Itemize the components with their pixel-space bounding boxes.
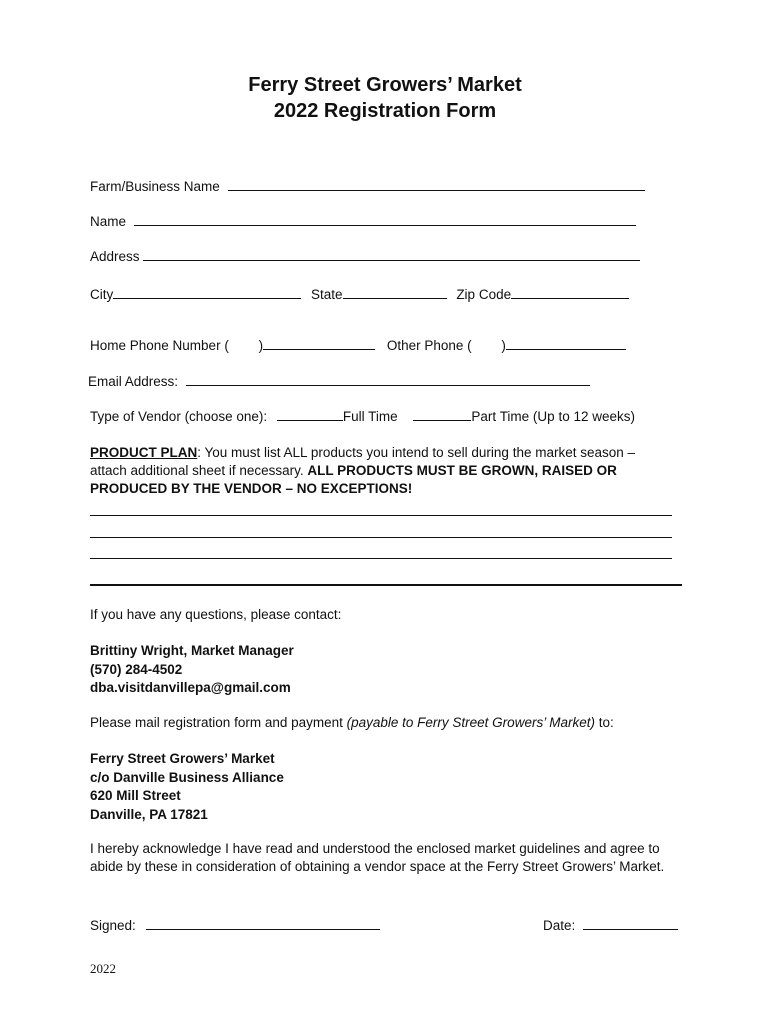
contact-email: dba.visitdanvillepa@gmail.com (90, 680, 291, 695)
home-phone-label: Home Phone Number ( (90, 338, 229, 353)
other-phone-field[interactable] (506, 337, 626, 350)
contact-name: Brittiny Wright, Market Manager (90, 643, 294, 658)
home-phone-paren: ) (258, 338, 264, 353)
name-row (90, 213, 636, 229)
section-divider (90, 584, 682, 586)
home-phone-field[interactable] (263, 337, 375, 350)
vendor-type-row (90, 408, 635, 424)
full-time-checkbox[interactable] (277, 408, 343, 421)
other-phone-paren: ) (501, 338, 506, 353)
mail-intro-prefix: Please mail registration form and payment (90, 715, 347, 730)
mail-intro-payable: (payable to Ferry Street Growers’ Market) (346, 715, 595, 730)
product-plan-line-3[interactable] (90, 558, 672, 559)
email-row (88, 373, 590, 389)
phone-row (90, 337, 626, 353)
vendor-type-label: Type of Vendor (choose one): (90, 409, 268, 424)
zip-code-field[interactable] (511, 286, 629, 299)
name-label: Name (90, 214, 127, 229)
form-subtitle: 2022 Registration Form (273, 100, 497, 122)
signed-label: Signed: (90, 918, 136, 933)
signature-row (90, 917, 380, 933)
mailing-address-line-2: c/o Danville Business Alliance (90, 769, 284, 785)
mailing-address-line-4: Danville, PA 17821 (90, 806, 208, 822)
email-field[interactable] (186, 373, 590, 386)
address-label: Address (90, 249, 140, 264)
date-label: Date: (543, 918, 576, 933)
form-title: Ferry Street Growers’ Market (248, 74, 522, 96)
product-plan-requirement: ALL PRODUCTS MUST BE GROWN, RAISED OR PRODUCED BY THE VENDOR – NO EXCEPTIONS! (90, 463, 617, 496)
zip-code-label: Zip Code (456, 287, 512, 302)
product-plan-text: : You must list ALL products you intend to sell during the market season – attach additional sheet if necessary. (90, 445, 636, 478)
product-plan-heading: PRODUCT PLAN (90, 445, 198, 460)
mail-intro-suffix: to: (594, 715, 614, 730)
date-row (543, 917, 678, 933)
footer-year: 2022 (90, 961, 116, 976)
part-time-checkbox[interactable] (413, 408, 471, 421)
contact-phone: (570) 284-4502 (90, 661, 183, 677)
farm-business-name-field[interactable] (228, 178, 645, 191)
address-field[interactable] (143, 248, 640, 261)
farm-business-name-label: Farm/Business Name (90, 179, 220, 194)
name-field[interactable] (134, 213, 636, 226)
city-label: City (90, 287, 114, 302)
farm-business-name-row (90, 178, 645, 194)
address-row (90, 248, 640, 264)
product-plan-line-2[interactable] (90, 537, 672, 538)
acknowledgement-text: I hereby acknowledge I have read and understood the enclosed market guidelines and agree to abide by these in consideration of obtaining a vendor space at the Ferry Street Growers’ Market. (90, 841, 665, 874)
state-label: State (311, 287, 343, 302)
other-phone-label: Other Phone ( (386, 338, 472, 353)
product-plan-paragraph (90, 444, 675, 498)
date-field[interactable] (583, 917, 678, 930)
contact-intro: If you have any questions, please contact: (90, 607, 342, 622)
contact-block (90, 642, 294, 698)
city-state-zip-row (90, 286, 629, 302)
mailing-address-line-3: 620 Mill Street (90, 788, 181, 803)
mail-intro (90, 715, 614, 730)
full-time-label: Full Time (342, 409, 398, 424)
email-label: Email Address: (88, 374, 179, 389)
part-time-label: Part Time (Up to 12 weeks) (471, 409, 635, 424)
product-plan-line-1[interactable] (90, 515, 672, 516)
mailing-address-line-1: Ferry Street Growers’ Market (90, 751, 275, 766)
mailing-address (90, 750, 284, 824)
signature-field[interactable] (146, 917, 380, 930)
city-field[interactable] (113, 286, 301, 299)
state-field[interactable] (343, 286, 447, 299)
